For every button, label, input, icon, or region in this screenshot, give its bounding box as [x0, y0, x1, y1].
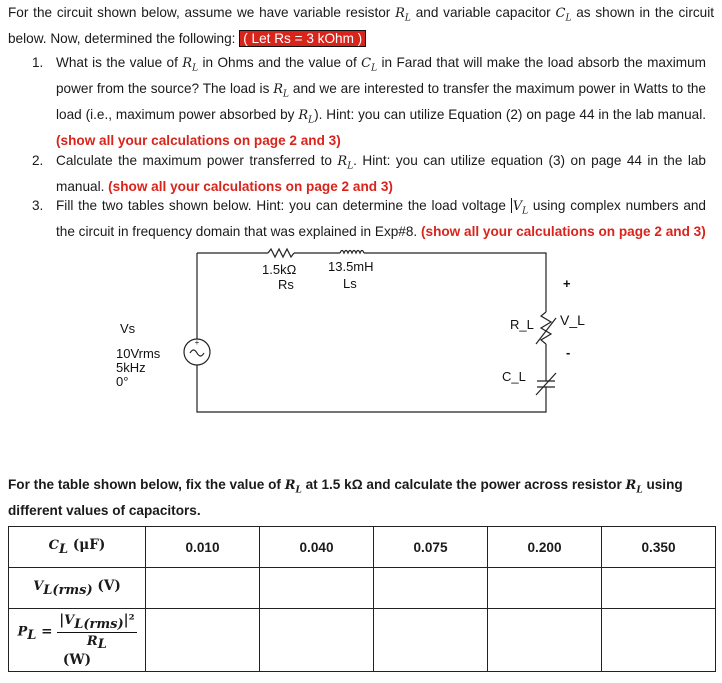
vl-row-header: $V_{L(rms)}$ (V): [9, 568, 146, 609]
cl-name-label: C_L: [502, 369, 526, 384]
rl-resistor-symbol: [541, 312, 551, 344]
table-row: [9, 609, 716, 672]
cl-row-header: $C_L$ (μF): [9, 527, 146, 568]
vl-name-label: V_L: [560, 312, 585, 328]
rs-highlight: ( Let Rs = 3 kOhm ): [239, 30, 366, 47]
svg-text:+: +: [194, 338, 200, 347]
table-cell[interactable]: [146, 609, 260, 672]
table-cell[interactable]: [488, 568, 602, 609]
capacitor-power-table: [8, 526, 716, 672]
table-cell: 0.200: [488, 527, 602, 568]
question-1: 1. What is the value of $R_L$ in Ohms and the value of $C_L$ in Farad that will make the load absorb the maximum power from the source? The load is $R_L$ and we are interested to transfer the maximum power in Watts to the load (i.e., maximum power absorbed by $R_L$). Hint: you can utilize Equation (2) on page 44 in the lab manual. (show all your calculations on page 2 and 3): [32, 55, 706, 149]
intro-paragraph: For the circuit shown below, assume we have variable resistor $R_L$ and variable capacitor $C_L$ as shown in the circuit below. Now, determined the following: ( Let Rs = 3 kOhm ): [8, 5, 714, 46]
table-cell[interactable]: [374, 568, 488, 609]
minus-sign: -: [566, 345, 571, 360]
rs-value-label: 1.5kΩ: [262, 262, 297, 277]
table-caption: For the table shown below, fix the value of $R_L$ at 1.5 kΩ and calculate the power across resistor $R_L$ using different values of capacitors.: [8, 477, 683, 518]
pl-row-header: $P_L$ = $\frac{|V_{L(rms)}|^2}{R_L}$ (W): [9, 609, 146, 672]
table-cell: 0.075: [374, 527, 488, 568]
ls-inductor-symbol: [340, 251, 364, 254]
rs-resistor-symbol: [268, 249, 294, 257]
question-3: 3. Fill the two tables shown below. Hint: you can determine the load voltage $V_L$ using complex numbers and the circuit in frequency domain that was explained in Exp#8. (show all your calculations on page 2 and 3): [32, 198, 706, 240]
table-cell[interactable]: [602, 568, 716, 609]
power-fraction: $\frac{|V_{L(rms)}|^2}{R_L}$: [59, 611, 135, 653]
table-cell: 0.350: [602, 527, 716, 568]
table-cell[interactable]: [260, 609, 374, 672]
table-cell: 0.010: [146, 527, 260, 568]
source-name-label: Vs: [120, 321, 136, 336]
question-list: [32, 53, 706, 242]
table-row: [9, 568, 716, 609]
table-cell[interactable]: [146, 568, 260, 609]
ls-name-label: Ls: [343, 276, 357, 291]
ls-value-label: 13.5mH: [328, 259, 374, 274]
source-frequency-label: 5kHz: [116, 360, 146, 375]
table-cell[interactable]: [488, 609, 602, 672]
rl-name-label: R_L: [510, 317, 534, 332]
table-cell: 0.040: [260, 527, 374, 568]
table-row: [9, 527, 716, 568]
source-phase-label: 0°: [116, 374, 129, 389]
table-cell[interactable]: [374, 609, 488, 672]
table-cell[interactable]: [260, 568, 374, 609]
rs-name-label: Rs: [278, 277, 294, 292]
source-amplitude-label: 10Vrms: [116, 346, 161, 361]
question-2: 2. Calculate the maximum power transferred to $R_L$. Hint: you can utilize equation (3) on page 44 in the lab manual. (show all your calculations on page 2 and 3): [32, 152, 706, 194]
table-cell[interactable]: [602, 609, 716, 672]
plus-sign: +: [563, 276, 571, 291]
